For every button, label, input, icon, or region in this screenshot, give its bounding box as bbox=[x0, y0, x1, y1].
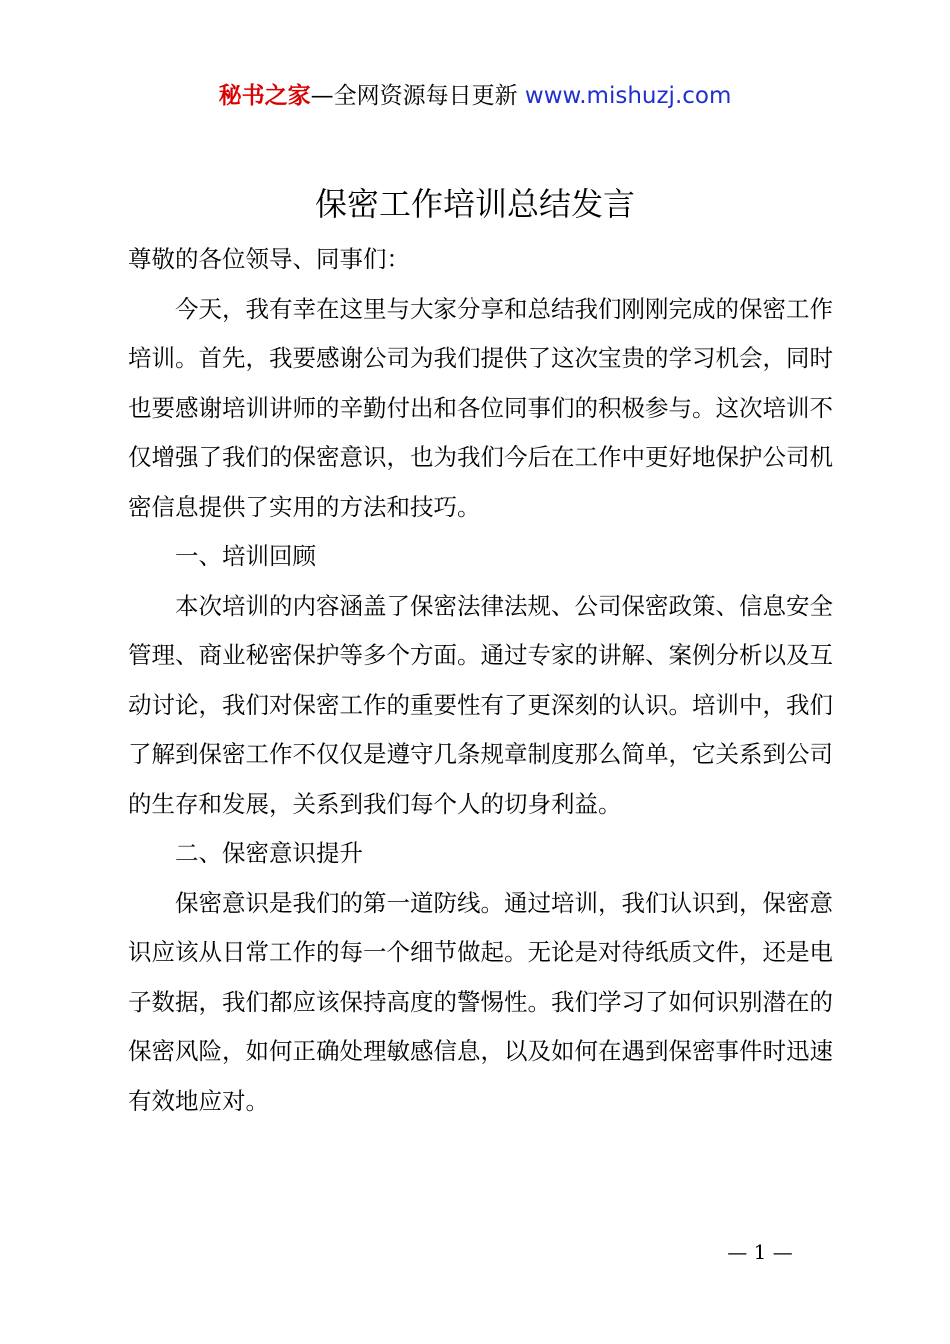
site-url-link[interactable]: www.mishuzj.com bbox=[524, 83, 732, 109]
paragraph-awareness: 保密意识是我们的第一道防线。通过培训，我们认识到，保密意识应该从日常工作的每一个细节做起。无论是对待纸质文件，还是电子数据，我们都应该保持高度的警惕性。我们学习了如何识别潜在的保密风险，如何正确处理敏感信息，以及如何在遇到保密事件时迅速有效地应对。 bbox=[128, 888, 833, 1115]
document-body bbox=[128, 235, 834, 1126]
brand-name: 秘书之家 bbox=[218, 83, 311, 109]
page-number: — 1 — bbox=[727, 1240, 793, 1264]
paragraph-review: 本次培训的内容涵盖了保密法律法规、公司保密政策、信息安全管理、商业秘密保护等多个方面。通过专家的讲解、案例分析以及互动讨论，我们对保密工作的重要性有了更深刻的认识。培训中，我们了解到保密工作不仅仅是遵守几条规章制度那么简单，它关系到公司的生存和发展，关系到我们每个人的切身利益。 bbox=[128, 591, 833, 818]
salutation: 尊敬的各位领导、同事们： bbox=[128, 245, 410, 273]
document-title: 保密工作培训总结发言 bbox=[314, 185, 635, 223]
section-heading-awareness: 二、保密意识提升 bbox=[175, 839, 363, 867]
banner-tagline: —全网资源每日更新 bbox=[310, 83, 518, 109]
site-banner bbox=[0, 80, 950, 112]
paragraph-intro: 今天，我有幸在这里与大家分享和总结我们刚刚完成的保密工作培训。首先，我要感谢公司为我们提供了这次宝贵的学习机会，同时也要感谢培训讲师的辛勤付出和各位同事们的积极参与。这次培训不仅增强了我们的保密意识，也为我们今后在工作中更好地保护公司机密信息提供了实用的方法和技巧。 bbox=[128, 294, 833, 521]
section-heading-review: 一、培训回顾 bbox=[175, 542, 316, 570]
